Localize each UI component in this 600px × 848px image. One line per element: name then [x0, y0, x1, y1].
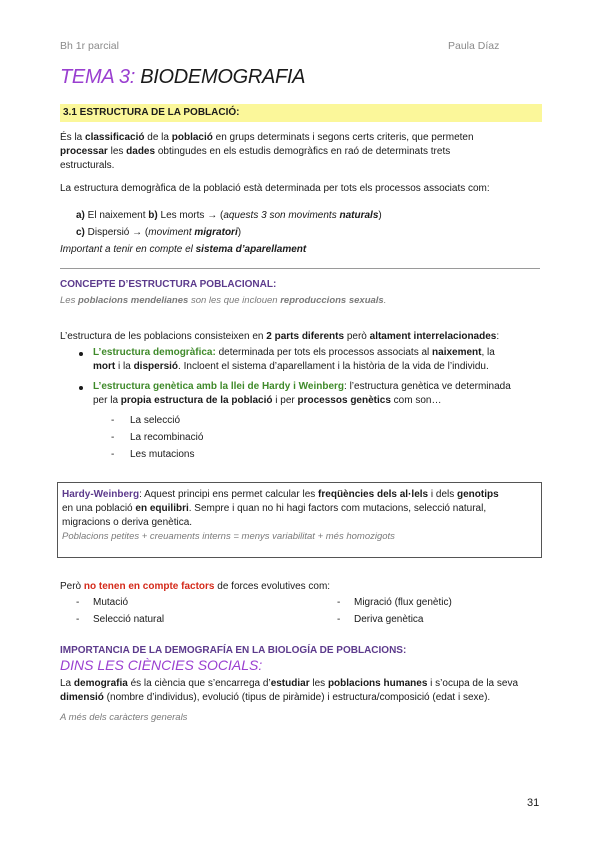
header-left: Bh 1r parcial — [60, 40, 119, 52]
section-heading: 3.1 ESTRUCTURA DE LA POBLACIÓ: — [60, 104, 542, 122]
factors-line: Però no tenen en compte factors de forces evolutives com: — [60, 581, 331, 592]
importancia-subheading: DINS LES CIÈNCIES SOCIALS: — [60, 657, 263, 673]
factor-mutacio: Mutació — [93, 597, 129, 608]
concepte-line: Les poblacions mendelianes son les que inclouen reproduccions sexuals. — [60, 295, 387, 306]
sub-item-mutacions: Les mutacions — [130, 449, 195, 460]
factor-dash: - — [76, 614, 80, 625]
sub-dash: - — [111, 415, 115, 426]
title-name: BIODEMOGRAFIA — [140, 66, 306, 88]
factor-dash: - — [337, 614, 341, 625]
estructura-intro: L’estructura de les poblacions consisteixen en 2 parts diferents però altament interrelacionades: — [60, 331, 500, 342]
sub-dash: - — [111, 449, 115, 460]
paragraph-structure: La estructura demogràfica de la població està determinada per tots els processos associats com: — [60, 183, 490, 194]
factor-migracio: Migració (flux genètic) — [354, 597, 452, 608]
importancia-heading: IMPORTANCIA DE LA DEMOGRAFÍA EN LA BIOLOGÍA DE POBLACIONS: — [60, 645, 407, 656]
bullet-dot — [79, 386, 83, 390]
list-row-ab: a) El naixement b) Les morts → (aquests 3 son moviments naturals) — [76, 210, 382, 221]
bullet-dot — [79, 352, 83, 356]
sub-item-seleccio: La selecció — [130, 415, 181, 426]
factor-deriva: Deriva genètica — [354, 614, 424, 625]
bullet-genetica: L’estructura genètica amb la llei de Hardy i Weinberg: l’estructura genètica ve determinada per la propia estructura de la població i per processos genètics com son… — [93, 381, 511, 406]
title-tema: TEMA 3: — [60, 66, 135, 88]
header-right: Paula Díaz — [448, 40, 500, 52]
list-row-c: c) Dispersió → (moviment migratori) — [76, 227, 242, 238]
factor-seleccio-natural: Selecció natural — [93, 614, 165, 625]
important-note: Important a tenir en compte el sistema d’aparellament — [60, 244, 307, 255]
concepte-heading: CONCEPTE D’ESTRUCTURA POBLACIONAL: — [60, 279, 277, 290]
bullet-demografica: L’estructura demogràfica: determinada per tots els processos associats al naixement, la mort i la dispersió. Incloent el sistema d’aparellament i la història de la vida de l’individu. — [93, 347, 495, 372]
importancia-paragraph: La demografia és la ciència que s’encarrega d’estudiar les poblacions humanes i s’ocupa de la seva dimensió (nombre d’individus), evolució (tipus de piràmide) i estructura/composició (edat i sexe). — [60, 678, 519, 703]
sub-item-recombinacio: La recombinació — [130, 432, 204, 443]
divider — [60, 268, 540, 269]
page-title — [60, 66, 305, 89]
sub-dash: - — [111, 432, 115, 443]
factor-dash: - — [337, 597, 341, 608]
importancia-note: A més dels caràcters generals — [60, 712, 188, 723]
factor-dash: - — [76, 597, 80, 608]
hardy-weinberg-text: Hardy-Weinberg: Aquest principi ens permet calcular les freqüències dels al·lels i dels genotips en una població en equilibri. Sempre i quan no hi hagi factors com mutacions, selecció natural, migracions o deriva genètica. Poblacions petites + creuaments interns = menys variabilitat + més homozigots — [62, 489, 499, 542]
paragraph-definition: És la classificació de la població en grups determinats i segons certs criteris, que permeten processar les dades obtingudes en els estudis demogràfics en raó de determinats trets estructurals. — [60, 132, 474, 171]
page-number: 31 — [527, 797, 540, 809]
